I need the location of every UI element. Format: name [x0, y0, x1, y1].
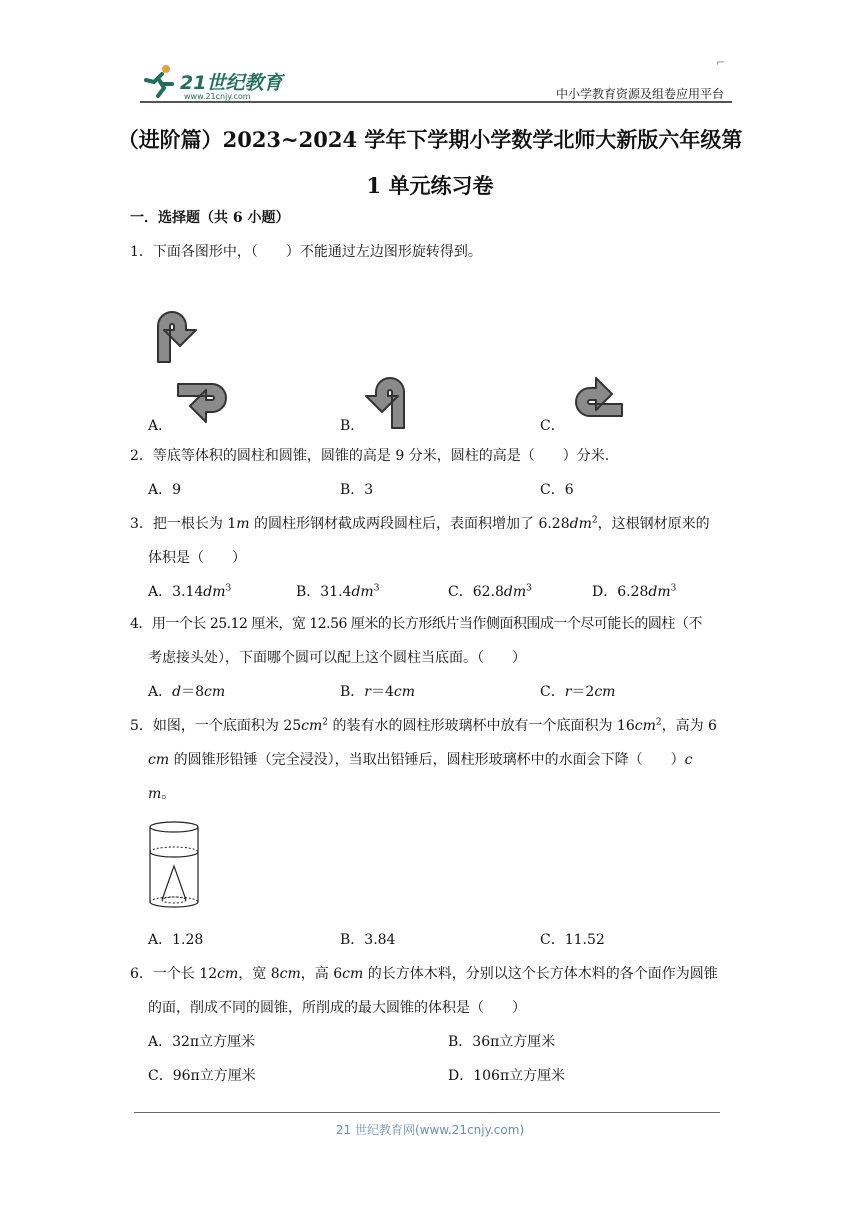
q3-option-d: D．$6.28dm^3$	[592, 583, 677, 600]
q1-stem: 1．下面各图形中，（ ）不能通过左边图形旋转得到。	[130, 244, 482, 260]
q2-option-c: C．6	[540, 482, 574, 498]
q6-stem: 6．一个长 12cm，宽 8cm，高 6cm 的长方体木料，分别以这个长方体木料的各个面作为圆锥	[130, 966, 718, 982]
q3-option-b: B．$31.4dm^3$	[296, 583, 380, 600]
q6-option-d: D．106π立方厘米	[448, 1068, 566, 1084]
q2-option-b: B．3	[340, 482, 374, 498]
q4-stem-line2: 考虑接头处），下面哪个圆可以配上这个圆柱当底面。（ ）	[148, 650, 526, 666]
q5-option-c: C．11.52	[540, 932, 605, 948]
q3-stem-line2: 体积是（ ）	[148, 550, 246, 566]
q6-option-a: A．32π立方厘米	[148, 1034, 256, 1050]
footer-text: 21 世纪教育网(www.21cnjy.com)	[335, 1123, 525, 1137]
q5-stem: 5．如图，一个底面积为 $25cm^2$ 的装有水的圆柱形玻璃杯中放有一个底面积为 $16cm^2$，高为 6	[130, 717, 717, 734]
q6-option-b: B．36π立方厘米	[448, 1034, 556, 1050]
q4-option-c: C．r＝2cm	[540, 684, 616, 700]
header-divider	[140, 101, 732, 103]
logo-sub: www.21cnjy.com	[184, 92, 251, 101]
q4-stem: 4．用一个长 25.12 厘米，宽 12.56 厘米的长方形纸片当作侧面积围成一个尽可能长的圆柱（不	[130, 616, 702, 632]
q4-option-a: A．d＝8cm	[148, 684, 226, 700]
q5-cylinder-cone-diagram	[144, 818, 204, 914]
q1-original-arrow-icon	[140, 300, 210, 370]
logo-text: 21世纪教育	[180, 72, 283, 94]
q1-option-a: A．	[148, 418, 173, 434]
q1-option-b: B．	[340, 418, 365, 434]
q4-option-b: B．r＝4cm	[340, 684, 416, 700]
q1-option-c: C．	[540, 418, 565, 434]
q2-stem: 2．等底等体积的圆柱和圆锥，圆锥的高是 9 分米，圆柱的高是（ ）分米.	[130, 448, 610, 464]
q6-option-c: C．96π立方厘米	[148, 1068, 256, 1084]
q6-stem-line2: 的面，削成不同的圆锥，所削成的最大圆锥的体积是（ ）	[148, 1000, 526, 1016]
q1-option-a-arrow-icon	[172, 372, 242, 432]
q5-stem-line2: cm 的圆锥形铅锤（完全浸没），当取出铅锤后，圆柱形玻璃杯中的水面会下降（ ）c	[148, 752, 693, 768]
q3-option-c: C．$62.8dm^3$	[448, 583, 532, 600]
q1-option-b-arrow-icon	[360, 368, 420, 432]
q1-option-c-arrow-icon	[560, 372, 630, 432]
q5-option-b: B．3.84	[340, 932, 396, 948]
q3-option-a: A．$3.14dm^3$	[148, 583, 232, 600]
header-logo	[140, 62, 290, 102]
corner-mark: ⌐	[716, 56, 726, 69]
q5-option-a: A．1.28	[148, 932, 204, 948]
page-title-line2: 1 单元练习卷	[366, 173, 494, 198]
q2-option-a: A．9	[148, 482, 182, 498]
platform-name: 中小学教育资源及组卷应用平台	[556, 87, 725, 101]
runner-icon	[140, 62, 180, 100]
q3-stem: 3．把一根长为 1m 的圆柱形钢材截成两段圆柱后，表面积增加了 $6.28dm^2$，这根钢材原来的	[130, 515, 710, 532]
footer-divider	[134, 1112, 720, 1113]
q5-stem-line3: m。	[148, 786, 176, 802]
section-heading: 一．选择题（共 6 小题）	[130, 210, 290, 226]
page-title-line1: （进阶篇）2023~2024 学年下学期小学数学北师大新版六年级第	[117, 127, 743, 152]
